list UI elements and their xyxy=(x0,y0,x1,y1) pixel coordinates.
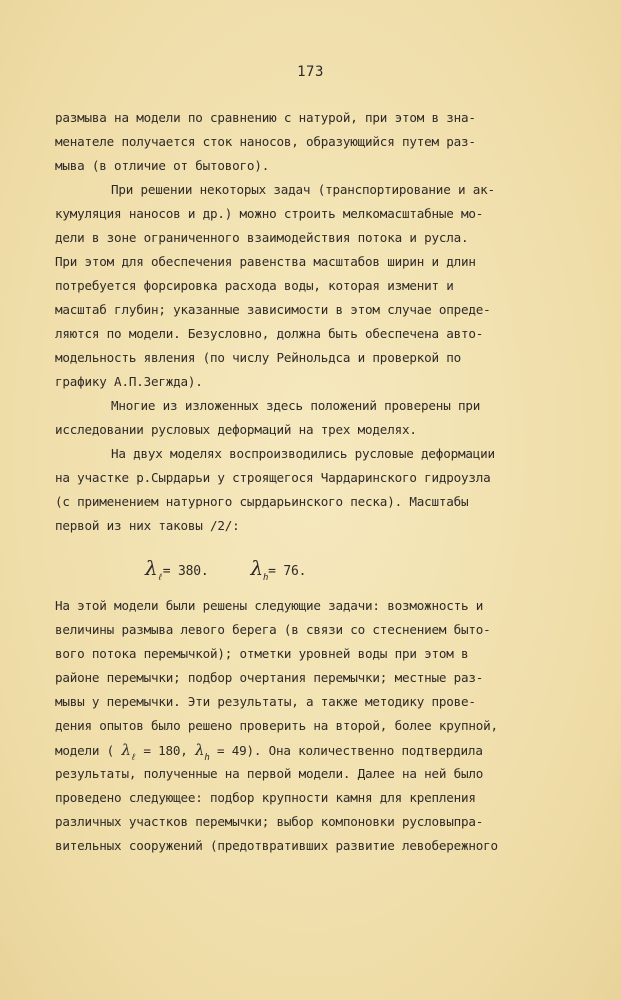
text-line: первой из них таковы /2/: xyxy=(55,518,240,533)
formula-value-height: = 76. xyxy=(268,564,307,579)
text-line-with-formula xyxy=(55,738,545,762)
subscript-height: h xyxy=(204,753,210,763)
text-line: На этой модели были решены следующие задачи: возможность и xyxy=(55,598,484,613)
lambda-symbol: λ xyxy=(195,741,205,759)
text-line: графику А.П.Зегжда). xyxy=(55,374,203,389)
inline-value-length: = 180, xyxy=(135,743,196,758)
text-line: дели в зоне ограниченного взаимодействия потока и русла. xyxy=(55,230,469,245)
lambda-symbol: λ xyxy=(250,556,263,580)
text-line: кумуляция наносов и др.) можно строить мелкомасштабные мо- xyxy=(55,206,484,221)
text-line: модельность явления (по числу Рейнольдса и проверкой по xyxy=(55,350,462,365)
text-line: результаты, полученные на первой модели. Далее на ней было xyxy=(55,766,484,781)
lambda-symbol: λ xyxy=(145,556,158,580)
text-line: мывы у перемычки. Эти результаты, а также методику прове- xyxy=(55,694,476,709)
text-line: потребуется форсировка расхода воды, которая изменит и xyxy=(55,278,454,293)
scale-formula xyxy=(55,546,545,590)
text-line: величины размыва левого берега (в связи со стеснением быто- xyxy=(55,622,491,637)
page-number: 173 xyxy=(297,64,324,80)
text-line: вого потока перемычкой); отметки уровней воды при этом в xyxy=(55,646,469,661)
text-line: мыва (в отличие от бытового). xyxy=(55,158,270,173)
text-line: (с применением натурного сырдарьинского песка). Масштабы xyxy=(55,494,469,509)
text-line: размыва на модели по сравнению с натурой, при этом в зна- xyxy=(55,110,476,125)
inline-value-height: = 49). Она количественно подтвердила xyxy=(209,743,483,758)
text-line: менателе получается сток наносов, образующийся путем раз- xyxy=(55,134,476,149)
text-line: вительных сооружений (предотвративших развитие левобережного xyxy=(55,838,498,853)
text-line: на участке р.Сырдарьи у строящегося Чардаринского гидроузла xyxy=(55,470,491,485)
text-line: При этом для обеспечения равенства масштабов ширин и длин xyxy=(55,254,476,269)
subscript-length: ℓ xyxy=(130,753,136,763)
text-line: ляются по модели. Безусловно, должна быть обеспечена авто- xyxy=(55,326,484,341)
text-line: масштаб глубин; указанные зависимости в этом случае опреде- xyxy=(55,302,491,317)
subscript-height: h xyxy=(262,573,269,583)
body-text xyxy=(55,106,545,858)
text-line: Многие из изложенных здесь положений проверены при xyxy=(111,398,481,413)
text-line: дения опытов было решено проверить на второй, более крупной, xyxy=(55,718,498,733)
text-line: различных участков перемычки; выбор компоновки русловыпра- xyxy=(55,814,484,829)
lambda-symbol: λ xyxy=(121,741,131,759)
text-line: районе перемычки; подбор очертания перемычки; местные раз- xyxy=(55,670,484,685)
inline-prefix: модели ( xyxy=(55,743,122,758)
text-line: На двух моделях воспроизводились русловые деформации xyxy=(111,446,495,461)
text-line: При решении некоторых задач (транспортирование и ак- xyxy=(111,182,495,197)
subscript-length: ℓ xyxy=(157,573,163,583)
formula-value-length: = 380. xyxy=(162,564,209,579)
text-line: проведено следующее: подбор крупности камня для крепления xyxy=(55,790,476,805)
text-line: исследовании русловых деформаций на трех моделях. xyxy=(55,422,417,437)
